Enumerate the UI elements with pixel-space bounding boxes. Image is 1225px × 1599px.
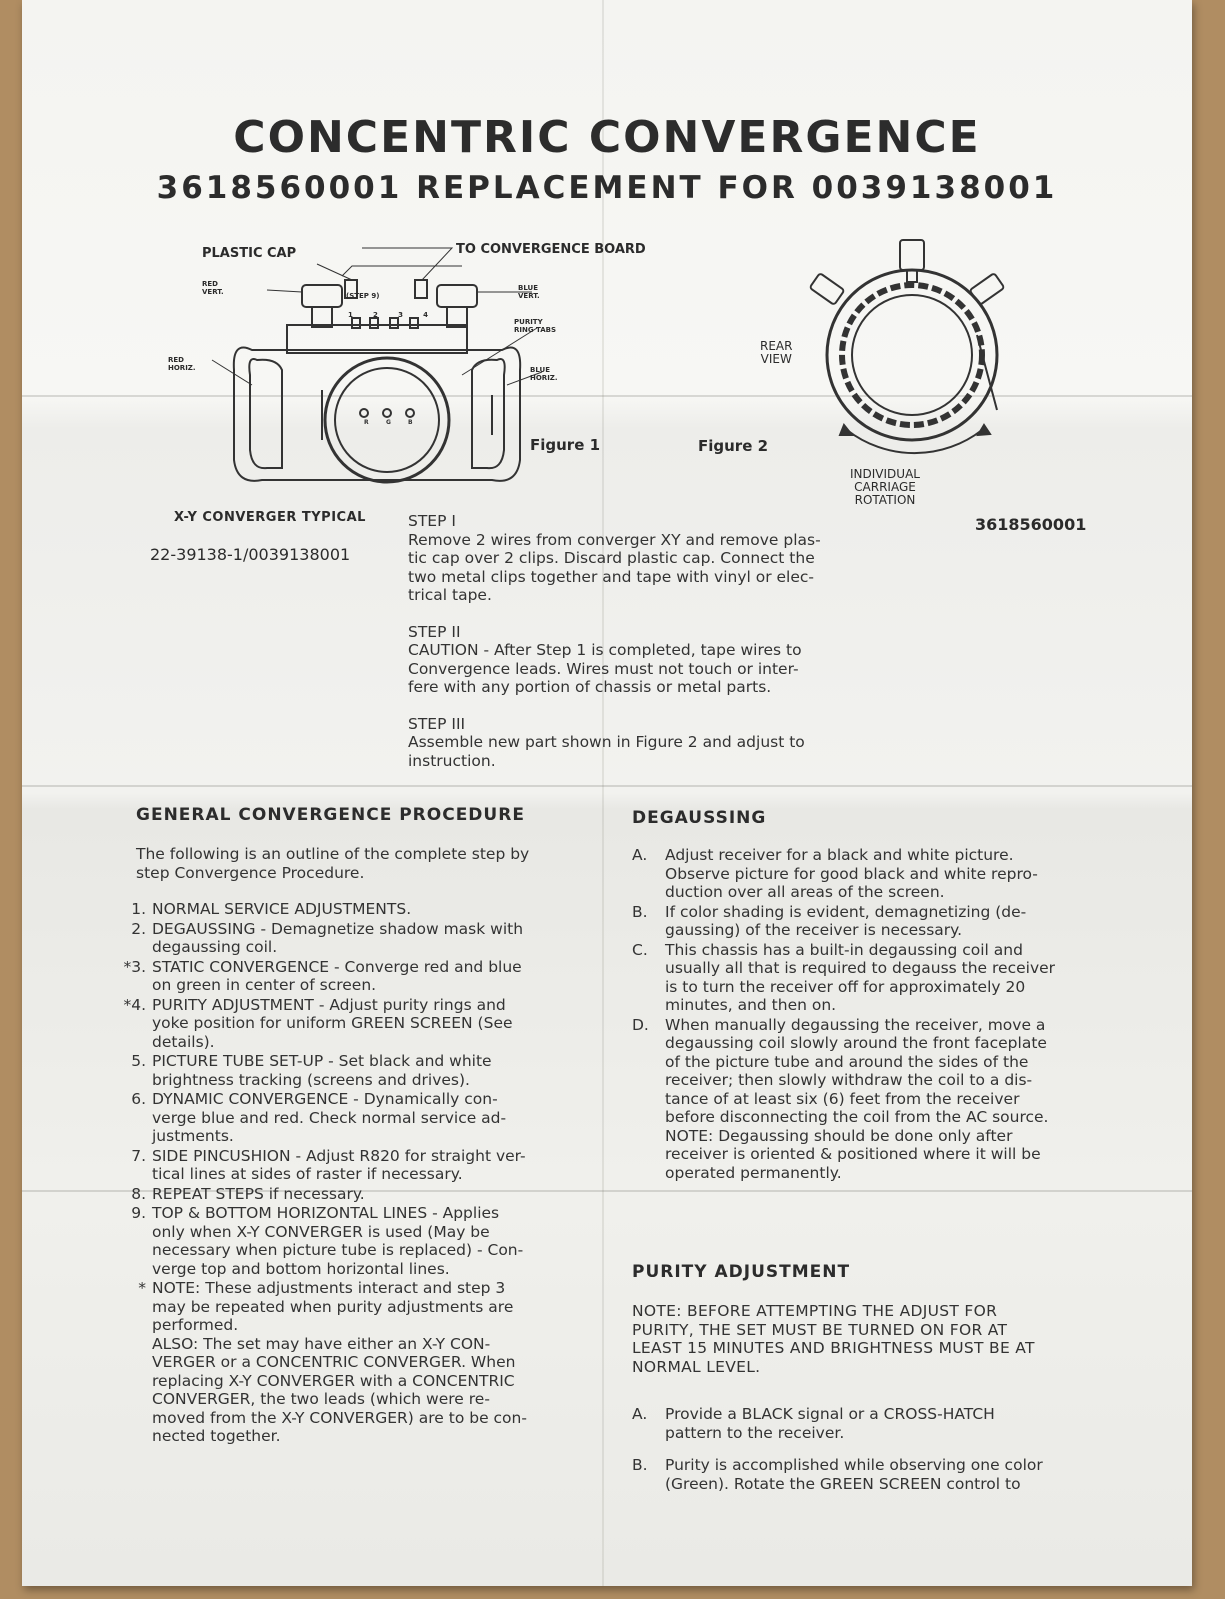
red-horiz-label: RED HORIZ. bbox=[168, 356, 196, 372]
item-text: DYNAMIC CONVERGENCE - Dynamically con- verge blue and red. Check normal service ad- justments. bbox=[152, 1090, 507, 1145]
item-letter: A. bbox=[632, 846, 648, 864]
item-letter: B. bbox=[632, 902, 648, 921]
item-text: SIDE PINCUSHION - Adjust R820 for straight ver- tical lines at sides of raster if necessary. bbox=[152, 1146, 526, 1183]
general-list bbox=[120, 900, 600, 1447]
item-text: REPEAT STEPS if necessary. bbox=[152, 1184, 365, 1203]
item-number: 8. bbox=[131, 1184, 146, 1203]
degaussing-heading: DEGAUSSING bbox=[632, 808, 767, 828]
item-letter: A. bbox=[632, 1405, 648, 1423]
list-item bbox=[632, 1405, 1102, 1442]
list-item bbox=[632, 846, 1102, 902]
page-subtitle: 3618560001 REPLACEMENT FOR 0039138001 bbox=[156, 170, 1058, 206]
blue-horiz-label: BLUE HORIZ. bbox=[530, 366, 558, 382]
step-text: Assemble new part shown in Figure 2 and adjust to instruction. bbox=[408, 733, 805, 770]
list-item bbox=[120, 1090, 600, 1146]
list-item bbox=[120, 920, 600, 957]
list-item bbox=[632, 941, 1102, 1015]
item-number: 6. bbox=[131, 1090, 146, 1108]
rear-view-label: REAR VIEW bbox=[760, 339, 793, 366]
item-text: If color shading is evident, demagnetizing (de- gaussing) of the receiver is necessary. bbox=[665, 902, 1027, 939]
to-board-label: TO CONVERGENCE BOARD bbox=[456, 242, 646, 257]
plastic-cap-label: PLASTIC CAP bbox=[202, 246, 297, 261]
step-text: CAUTION - After Step 1 is completed, tape wires to Convergence leads. Wires must not touch or inter- fere with any portion of chassis or metal parts. bbox=[408, 641, 802, 696]
old-part-number: 22-39138-1/0039138001 bbox=[150, 545, 351, 564]
figure2-concentric-drawing bbox=[772, 235, 1072, 460]
figure1-caption: Figure 1 bbox=[530, 436, 601, 454]
item-text: PICTURE TUBE SET-UP - Set black and white brightness tracking (screens and drives). bbox=[152, 1052, 492, 1089]
instruction-sheet bbox=[22, 0, 1192, 1586]
step-heading: STEP I bbox=[408, 512, 456, 530]
list-item bbox=[120, 958, 600, 995]
tab-number: 2 bbox=[373, 311, 378, 319]
tab-number: 1 bbox=[348, 311, 353, 319]
item-text: DEGAUSSING - Demagnetize shadow mask with degaussing coil. bbox=[152, 919, 524, 956]
item-number: *4. bbox=[123, 995, 146, 1014]
steps-section bbox=[408, 512, 868, 770]
item-text: NOTE: These adjustments interact and step 3 may be repeated when purity adjustments are performed. ALSO: The set may have either an X-Y CON- VERGER or a CONCENTRIC CONVERGER. When replacing X-Y CONVERGER with a CONCENTRIC CONVERGER, the two leads (which were re- moved from the X-Y CONVERGER) are to be con- nected together. bbox=[152, 1279, 527, 1445]
rgb-label: R bbox=[364, 419, 369, 426]
rotation-label: INDIVIDUAL CARRIAGE ROTATION bbox=[850, 467, 920, 507]
item-text: TOP & BOTTOM HORIZONTAL LINES - Applies only when X-Y CONVERGER is used (May be necessary when picture tube is replaced) - Con- verge top and bottom horizontal lines. bbox=[152, 1204, 524, 1278]
typical-label: X-Y CONVERGER TYPICAL bbox=[174, 510, 366, 525]
tab-number: 4 bbox=[423, 311, 428, 319]
step-text: Remove 2 wires from converger XY and remove plas- tic cap over 2 clips. Discard plastic cap. Connect the two metal clips together and tape with vinyl or elec- trical tape. bbox=[408, 530, 821, 604]
item-number: *3. bbox=[123, 957, 146, 976]
step-heading: STEP III bbox=[408, 714, 466, 733]
rgb-label: B bbox=[408, 419, 413, 426]
purity-note: NOTE: BEFORE ATTEMPTING THE ADJUST FOR PURITY, THE SET MUST BE TURNED ON FOR AT LEAST 15 MINUTES AND BRIGHTNESS MUST BE AT NORMAL LEVEL. bbox=[632, 1302, 1035, 1376]
page-title: CONCENTRIC CONVERGENCE bbox=[233, 112, 981, 163]
list-item bbox=[120, 1147, 600, 1184]
new-part-number: 3618560001 bbox=[975, 515, 1087, 534]
item-number: * bbox=[138, 1279, 146, 1297]
fold-line bbox=[602, 0, 604, 1586]
list-item bbox=[120, 1279, 600, 1446]
item-text: STATIC CONVERGENCE - Converge red and blue on green in center of screen. bbox=[152, 957, 522, 994]
item-number: 5. bbox=[131, 1052, 146, 1070]
item-number: 9. bbox=[131, 1204, 146, 1222]
general-heading: GENERAL CONVERGENCE PROCEDURE bbox=[136, 805, 525, 825]
degaussing-list bbox=[632, 846, 1102, 1183]
item-text: This chassis has a built-in degaussing coil and usually all that is required to degauss the receiver is to turn the receiver off for approximately 20 minutes, and then on. bbox=[665, 940, 1056, 1014]
item-number: 1. bbox=[131, 900, 146, 918]
item-text: PURITY ADJUSTMENT - Adjust purity rings and yoke position for uniform GREEN SCREEN (See details). bbox=[152, 995, 513, 1051]
step9-label: (STEP 9) bbox=[346, 292, 380, 300]
tab-number: 3 bbox=[398, 311, 403, 319]
purity-tabs-label: PURITY RING TABS bbox=[514, 318, 557, 334]
list-item bbox=[120, 900, 600, 919]
list-item bbox=[632, 1456, 1102, 1493]
red-vert-label: RED VERT. bbox=[202, 280, 224, 296]
item-text: When manually degaussing the receiver, move a degaussing coil slowly around the front faceplate of the picture tube and around the sides of the receiver; then slowly withdraw the coil to a dis- tance of at least six (6) feet from the receiver before disconnecting the coil from the AC source. NOTE: Degaussing should be done only after receiver is oriented & positioned where it will be operated permanently. bbox=[665, 1015, 1049, 1182]
general-intro: The following is an outline of the complete step by step Convergence Procedure. bbox=[136, 845, 530, 882]
purity-list bbox=[632, 1405, 1102, 1494]
item-number: 7. bbox=[131, 1146, 146, 1165]
fold-line bbox=[22, 785, 1192, 787]
tab-numbers bbox=[348, 311, 428, 319]
item-text: Purity is accomplished while observing one color (Green). Rotate the GREEN SCREEN control to bbox=[665, 1456, 1043, 1493]
blue-vert-label: BLUE VERT. bbox=[518, 284, 540, 300]
rgb-label: G bbox=[386, 419, 391, 426]
list-item bbox=[120, 1052, 600, 1089]
item-text: NORMAL SERVICE ADJUSTMENTS. bbox=[152, 900, 412, 918]
list-item bbox=[120, 1185, 600, 1204]
list-item bbox=[120, 996, 600, 1052]
item-letter: D. bbox=[632, 1015, 649, 1034]
item-letter: C. bbox=[632, 940, 648, 959]
item-text: Adjust receiver for a black and white picture. Observe picture for good black and white repro- duction over all areas of the screen. bbox=[665, 846, 1038, 901]
list-item bbox=[632, 903, 1102, 940]
item-text: Provide a BLACK signal or a CROSS-HATCH pattern to the receiver. bbox=[665, 1405, 995, 1442]
figure2-caption: Figure 2 bbox=[698, 437, 769, 455]
list-item bbox=[632, 1016, 1102, 1183]
item-number: 2. bbox=[131, 919, 146, 938]
list-item bbox=[120, 1204, 600, 1278]
purity-heading: PURITY ADJUSTMENT bbox=[632, 1262, 851, 1282]
item-letter: B. bbox=[632, 1456, 648, 1474]
step-heading: STEP II bbox=[408, 622, 461, 641]
